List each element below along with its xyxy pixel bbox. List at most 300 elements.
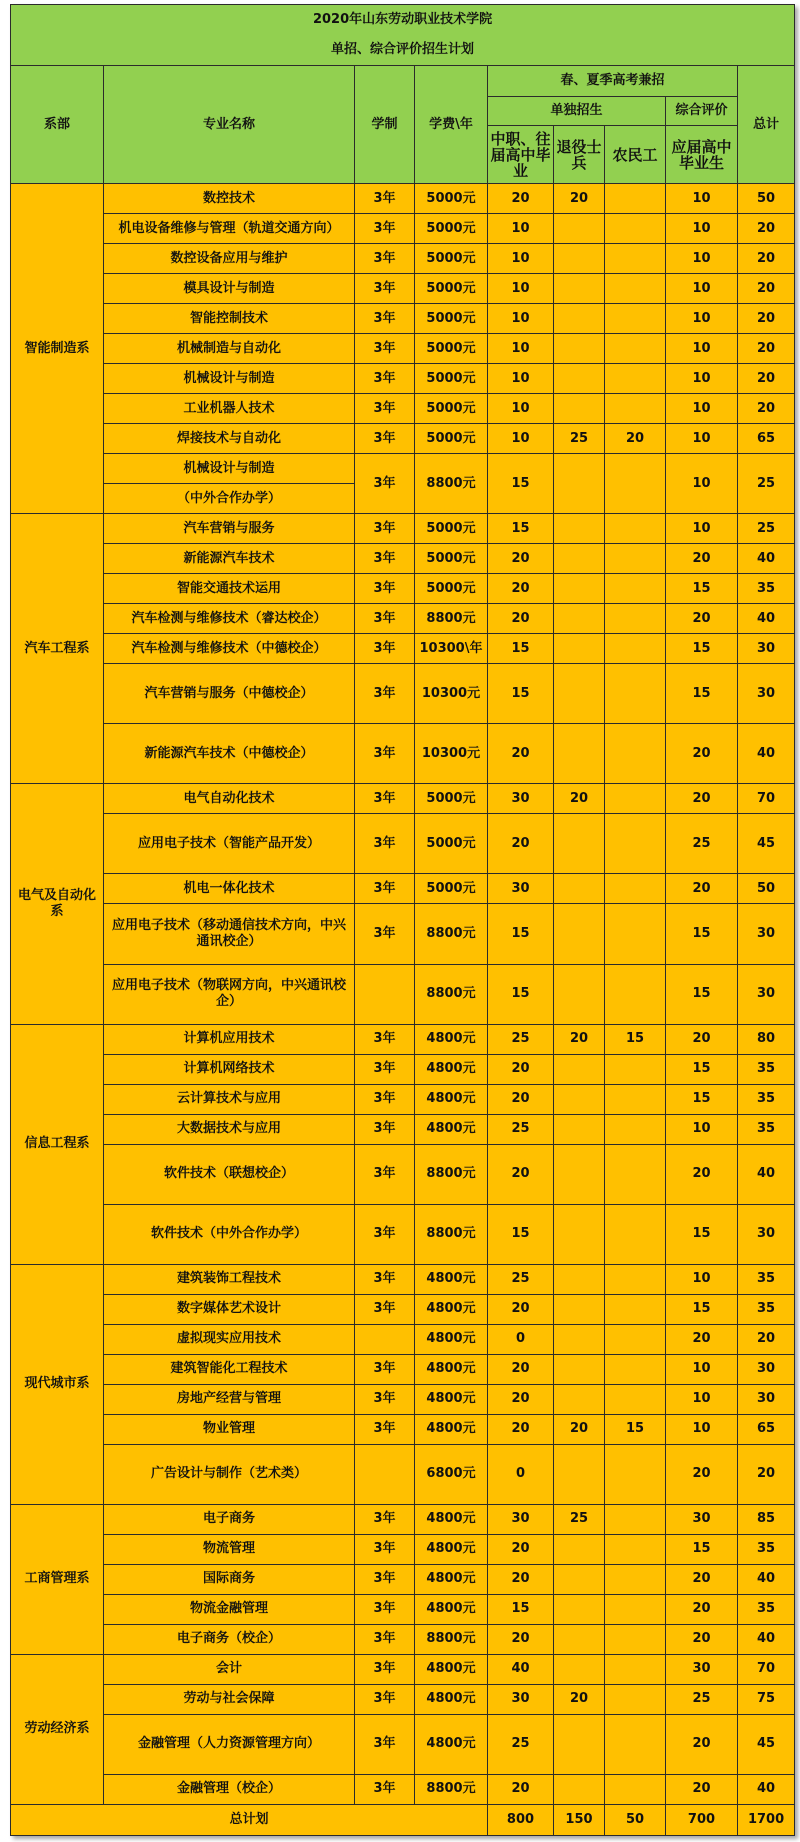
quota-vocational: 25 (488, 1714, 554, 1774)
major-name: 云计算技术与应用 (104, 1084, 355, 1114)
major-name: 大数据技术与应用 (104, 1114, 355, 1144)
quota-migrant (605, 574, 666, 604)
quota-total: 40 (738, 1564, 795, 1594)
quota-fresh-grad: 15 (666, 1204, 738, 1264)
quota-migrant (605, 634, 666, 664)
quota-veteran (554, 904, 605, 964)
quota-veteran (554, 1654, 605, 1684)
study-years: 3年 (355, 1774, 415, 1804)
major-name: 汽车营销与服务 (104, 514, 355, 544)
quota-total: 30 (738, 1384, 795, 1414)
quota-fresh-grad: 15 (666, 1294, 738, 1324)
quota-vocational: 25 (488, 1024, 554, 1054)
study-years: 3年 (355, 1414, 415, 1444)
quota-fresh-grad: 10 (666, 394, 738, 424)
quota-veteran (554, 1444, 605, 1504)
major-name: 劳动与社会保障 (104, 1684, 355, 1714)
quota-total: 70 (738, 784, 795, 814)
major-name: 广告设计与制作（艺术类） (104, 1444, 355, 1504)
study-years: 3年 (355, 454, 415, 514)
table-row (11, 184, 795, 214)
major-name: 国际商务 (104, 1564, 355, 1594)
quota-fresh-grad: 10 (666, 1414, 738, 1444)
quota-vocational: 15 (488, 454, 554, 514)
table-row (11, 664, 795, 724)
major-name: 汽车检测与维修技术（中德校企） (104, 634, 355, 664)
quota-veteran (554, 1324, 605, 1354)
major-name: 计算机网络技术 (104, 1054, 355, 1084)
major-name: 会计 (104, 1654, 355, 1684)
table-row (11, 1204, 795, 1264)
quota-vocational: 0 (488, 1324, 554, 1354)
quota-veteran (554, 1624, 605, 1654)
major-name: 电子商务 (104, 1504, 355, 1534)
tuition-fee: 8800元 (415, 454, 488, 514)
quota-fresh-grad: 20 (666, 1444, 738, 1504)
quota-migrant (605, 1294, 666, 1324)
quota-total: 40 (738, 604, 795, 634)
quota-vocational: 15 (488, 964, 554, 1024)
quota-vocational: 30 (488, 874, 554, 904)
quota-vocational: 10 (488, 244, 554, 274)
tuition-fee: 4800元 (415, 1264, 488, 1294)
quota-migrant (605, 184, 666, 214)
quota-total: 35 (738, 1114, 795, 1144)
tuition-fee: 4800元 (415, 1684, 488, 1714)
table-row (11, 1294, 795, 1324)
quota-vocational: 20 (488, 574, 554, 604)
quota-fresh-grad: 20 (666, 544, 738, 574)
quota-total: 75 (738, 1684, 795, 1714)
study-years: 3年 (355, 1624, 415, 1654)
study-years: 3年 (355, 784, 415, 814)
quota-total: 20 (738, 1324, 795, 1354)
study-years: 3年 (355, 184, 415, 214)
quota-migrant (605, 1354, 666, 1384)
quota-migrant (605, 1444, 666, 1504)
quota-migrant (605, 334, 666, 364)
major-name: 应用电子技术（移动通信技术方向，中兴通讯校企） (104, 904, 355, 964)
quota-migrant (605, 1264, 666, 1294)
major-name: 电气自动化技术 (104, 784, 355, 814)
quota-vocational: 15 (488, 664, 554, 724)
tuition-fee: 5000元 (415, 364, 488, 394)
quota-migrant (605, 454, 666, 514)
major-name: 智能控制技术 (104, 304, 355, 334)
quota-migrant: 15 (605, 1414, 666, 1444)
major-name: 应用电子技术（智能产品开发） (104, 814, 355, 874)
quota-veteran (554, 964, 605, 1024)
major-name: 虚拟现实应用技术 (104, 1324, 355, 1354)
quota-vocational: 20 (488, 1294, 554, 1324)
tuition-fee: 10300元 (415, 724, 488, 784)
quota-migrant: 15 (605, 1024, 666, 1054)
quota-total: 30 (738, 964, 795, 1024)
study-years: 3年 (355, 394, 415, 424)
major-name: 工业机器人技术 (104, 394, 355, 424)
study-years: 3年 (355, 1054, 415, 1084)
study-years (355, 1324, 415, 1354)
table-row (11, 394, 795, 424)
quota-fresh-grad: 30 (666, 1654, 738, 1684)
tuition-fee: 8800元 (415, 964, 488, 1024)
major-name: 物流管理 (104, 1534, 355, 1564)
study-years: 3年 (355, 904, 415, 964)
quota-veteran (554, 214, 605, 244)
table-row (11, 1594, 795, 1624)
quota-veteran (554, 304, 605, 334)
quota-veteran (554, 724, 605, 784)
total-fresh-grad: 700 (666, 1804, 738, 1835)
quota-migrant (605, 274, 666, 304)
quota-veteran (554, 514, 605, 544)
study-years: 3年 (355, 574, 415, 604)
quota-vocational: 30 (488, 1504, 554, 1534)
quota-veteran: 25 (554, 1504, 605, 1534)
study-years: 3年 (355, 1564, 415, 1594)
quota-total: 35 (738, 1084, 795, 1114)
quota-veteran (554, 334, 605, 364)
table-row (11, 1444, 795, 1504)
table-row (11, 214, 795, 244)
quota-total: 50 (738, 184, 795, 214)
quota-vocational: 10 (488, 364, 554, 394)
quota-fresh-grad: 15 (666, 1084, 738, 1114)
quota-total: 40 (738, 544, 795, 574)
quota-total: 40 (738, 1144, 795, 1204)
major-name: 金融管理（人力资源管理方向） (104, 1714, 355, 1774)
tuition-fee: 4800元 (415, 1654, 488, 1684)
quota-fresh-grad: 20 (666, 1564, 738, 1594)
quota-fresh-grad: 20 (666, 604, 738, 634)
quota-migrant (605, 304, 666, 334)
study-years: 3年 (355, 1384, 415, 1414)
quota-fresh-grad: 25 (666, 814, 738, 874)
study-years: 3年 (355, 1534, 415, 1564)
quota-migrant (605, 214, 666, 244)
tuition-fee: 5000元 (415, 544, 488, 574)
quota-total: 20 (738, 394, 795, 424)
quota-vocational: 20 (488, 724, 554, 784)
quota-total: 40 (738, 1624, 795, 1654)
tuition-fee: 5000元 (415, 574, 488, 604)
quota-migrant (605, 784, 666, 814)
table-row (11, 274, 795, 304)
quota-vocational: 25 (488, 1114, 554, 1144)
study-years: 3年 (355, 874, 415, 904)
tuition-fee: 8800元 (415, 904, 488, 964)
quota-veteran (554, 1354, 605, 1384)
quota-fresh-grad: 20 (666, 1144, 738, 1204)
study-years: 3年 (355, 1294, 415, 1324)
tuition-fee: 4800元 (415, 1384, 488, 1414)
major-name: 机械制造与自动化 (104, 334, 355, 364)
tuition-fee: 4800元 (415, 1594, 488, 1624)
major-name: 建筑装饰工程技术 (104, 1264, 355, 1294)
total-row (11, 1804, 795, 1835)
quota-vocational: 20 (488, 1414, 554, 1444)
table-row (11, 724, 795, 784)
header-vocational: 中职、往届高中毕业 (488, 126, 554, 184)
quota-vocational: 20 (488, 184, 554, 214)
quota-fresh-grad: 10 (666, 214, 738, 244)
table-row (11, 784, 795, 814)
quota-total: 20 (738, 1444, 795, 1504)
major-name: 软件技术（联想校企） (104, 1144, 355, 1204)
quota-total: 20 (738, 244, 795, 274)
tuition-fee: 4800元 (415, 1414, 488, 1444)
quota-fresh-grad: 10 (666, 334, 738, 364)
table-row (11, 1084, 795, 1114)
major-name: 物流金融管理 (104, 1594, 355, 1624)
quota-total: 25 (738, 514, 795, 544)
quota-veteran: 20 (554, 784, 605, 814)
major-name: 机电设备维修与管理（轨道交通方向） (104, 214, 355, 244)
quota-migrant: 20 (605, 424, 666, 454)
quota-total: 20 (738, 274, 795, 304)
quota-veteran: 20 (554, 1414, 605, 1444)
quota-fresh-grad: 20 (666, 1324, 738, 1354)
quota-vocational: 20 (488, 1384, 554, 1414)
quota-veteran (554, 274, 605, 304)
study-years (355, 964, 415, 1024)
quota-veteran: 20 (554, 1024, 605, 1054)
quota-migrant (605, 664, 666, 724)
major-name: 金融管理（校企） (104, 1774, 355, 1804)
quota-vocational: 10 (488, 214, 554, 244)
quota-migrant (605, 1774, 666, 1804)
study-years: 3年 (355, 1504, 415, 1534)
quota-veteran (554, 1714, 605, 1774)
dept-name: 信息工程系 (11, 1024, 104, 1264)
study-years: 3年 (355, 1594, 415, 1624)
study-years: 3年 (355, 1024, 415, 1054)
study-years: 3年 (355, 1684, 415, 1714)
tuition-fee: 5000元 (415, 274, 488, 304)
quota-migrant (605, 394, 666, 424)
quota-total: 30 (738, 664, 795, 724)
quota-vocational: 20 (488, 814, 554, 874)
quota-vocational: 20 (488, 1354, 554, 1384)
quota-migrant (605, 1114, 666, 1144)
table-row (11, 1774, 795, 1804)
table-row (11, 1324, 795, 1354)
table-row (11, 1654, 795, 1684)
header-fee: 学费\年 (415, 66, 488, 184)
table-row (11, 544, 795, 574)
dept-name: 智能制造系 (11, 184, 104, 514)
major-name: 模具设计与制造 (104, 274, 355, 304)
quota-vocational: 20 (488, 1564, 554, 1594)
dept-name: 工商管理系 (11, 1504, 104, 1654)
table-row (11, 1114, 795, 1144)
header-fresh-grad: 应届高中毕业生 (666, 126, 738, 184)
quota-migrant (605, 724, 666, 784)
tuition-fee: 4800元 (415, 1294, 488, 1324)
table-row (11, 874, 795, 904)
study-years: 3年 (355, 724, 415, 784)
table-row (11, 364, 795, 394)
study-years: 3年 (355, 1654, 415, 1684)
quota-total: 50 (738, 874, 795, 904)
table-row (11, 1384, 795, 1414)
table-row (11, 604, 795, 634)
quota-total: 35 (738, 1264, 795, 1294)
quota-veteran (554, 1294, 605, 1324)
table-title-line2: 单招、综合评价招生计划 (11, 35, 795, 66)
quota-fresh-grad: 15 (666, 964, 738, 1024)
quota-veteran (554, 574, 605, 604)
table-row (11, 1264, 795, 1294)
quota-vocational: 10 (488, 274, 554, 304)
enrollment-plan-table (10, 4, 795, 1836)
tuition-fee: 4800元 (415, 1084, 488, 1114)
quota-total: 45 (738, 814, 795, 874)
quota-vocational: 40 (488, 1654, 554, 1684)
quota-veteran (554, 1264, 605, 1294)
table-row (11, 514, 795, 544)
dept-name: 电气及自动化系 (11, 784, 104, 1024)
study-years: 3年 (355, 1114, 415, 1144)
quota-vocational: 20 (488, 1054, 554, 1084)
quota-fresh-grad: 10 (666, 274, 738, 304)
total-migrant: 50 (605, 1804, 666, 1835)
header-major: 专业名称 (104, 66, 355, 184)
quota-fresh-grad: 20 (666, 1774, 738, 1804)
quota-veteran (554, 364, 605, 394)
table-row (11, 1354, 795, 1384)
quota-total: 80 (738, 1024, 795, 1054)
quota-migrant (605, 874, 666, 904)
quota-vocational: 15 (488, 1594, 554, 1624)
quota-total: 35 (738, 574, 795, 604)
quota-total: 20 (738, 214, 795, 244)
table-row (11, 1144, 795, 1204)
quota-vocational: 25 (488, 1264, 554, 1294)
quota-fresh-grad: 10 (666, 304, 738, 334)
study-years: 3年 (355, 274, 415, 304)
quota-vocational: 20 (488, 544, 554, 574)
quota-fresh-grad: 10 (666, 184, 738, 214)
study-years: 3年 (355, 364, 415, 394)
study-years: 3年 (355, 1714, 415, 1774)
tuition-fee: 5000元 (415, 874, 488, 904)
quota-migrant (605, 1684, 666, 1714)
quota-total: 85 (738, 1504, 795, 1534)
study-years: 3年 (355, 604, 415, 634)
quota-migrant (605, 904, 666, 964)
tuition-fee: 5000元 (415, 514, 488, 544)
major-name: 房地产经营与管理 (104, 1384, 355, 1414)
table-row (11, 424, 795, 454)
quota-fresh-grad: 20 (666, 1594, 738, 1624)
study-years: 3年 (355, 1204, 415, 1264)
quota-fresh-grad: 20 (666, 874, 738, 904)
tuition-fee: 5000元 (415, 424, 488, 454)
quota-fresh-grad: 20 (666, 1024, 738, 1054)
table-row (11, 1714, 795, 1774)
major-name-suffix: （中外合作办学） (104, 484, 355, 514)
quota-migrant (605, 1144, 666, 1204)
total-vocational: 800 (488, 1804, 554, 1835)
dept-name: 汽车工程系 (11, 514, 104, 784)
table-row (11, 1624, 795, 1654)
quota-vocational: 15 (488, 514, 554, 544)
table-row (11, 574, 795, 604)
quota-vocational: 15 (488, 634, 554, 664)
quota-fresh-grad: 10 (666, 514, 738, 544)
quota-veteran (554, 1594, 605, 1624)
quota-veteran (554, 1204, 605, 1264)
major-name: 新能源汽车技术 (104, 544, 355, 574)
tuition-fee: 5000元 (415, 304, 488, 334)
study-years (355, 1444, 415, 1504)
quota-total: 65 (738, 1414, 795, 1444)
quota-veteran (554, 544, 605, 574)
table-row (11, 1534, 795, 1564)
table-row (11, 244, 795, 274)
quota-migrant (605, 1084, 666, 1114)
quota-total: 45 (738, 1714, 795, 1774)
study-years: 3年 (355, 814, 415, 874)
header-spring-summer: 春、夏季高考兼招 (488, 66, 738, 97)
tuition-fee: 4800元 (415, 1534, 488, 1564)
quota-vocational: 10 (488, 424, 554, 454)
quota-vocational: 30 (488, 784, 554, 814)
quota-total: 35 (738, 1594, 795, 1624)
quota-vocational: 20 (488, 1534, 554, 1564)
major-name: 机电一体化技术 (104, 874, 355, 904)
quota-veteran: 20 (554, 1684, 605, 1714)
quota-migrant (605, 244, 666, 274)
header-years: 学制 (355, 66, 415, 184)
quota-migrant (605, 814, 666, 874)
quota-veteran (554, 1384, 605, 1414)
quota-vocational: 30 (488, 1684, 554, 1714)
quota-veteran (554, 664, 605, 724)
quota-migrant (605, 604, 666, 634)
header-migrant: 农民工 (605, 126, 666, 184)
quota-migrant (605, 1594, 666, 1624)
quota-veteran: 25 (554, 424, 605, 454)
quota-fresh-grad: 30 (666, 1504, 738, 1534)
table-row (11, 1024, 795, 1054)
study-years: 3年 (355, 214, 415, 244)
quota-veteran: 20 (554, 184, 605, 214)
tuition-fee: 5000元 (415, 214, 488, 244)
quota-fresh-grad: 10 (666, 1384, 738, 1414)
header-total: 总计 (738, 66, 795, 184)
major-name: 机械设计与制造 (104, 454, 355, 484)
quota-migrant (605, 1324, 666, 1354)
quota-veteran (554, 244, 605, 274)
quota-total: 40 (738, 724, 795, 784)
major-name: 焊接技术与自动化 (104, 424, 355, 454)
quota-vocational: 15 (488, 1204, 554, 1264)
table-title-line1: 2020年山东劳动职业技术学院 (11, 5, 795, 35)
quota-vocational: 20 (488, 1774, 554, 1804)
quota-vocational: 20 (488, 604, 554, 634)
quota-vocational: 15 (488, 904, 554, 964)
quota-total: 65 (738, 424, 795, 454)
quota-migrant (605, 1054, 666, 1084)
major-name: 电子商务（校企） (104, 1624, 355, 1654)
quota-fresh-grad: 20 (666, 784, 738, 814)
quota-fresh-grad: 10 (666, 1264, 738, 1294)
tuition-fee: 4800元 (415, 1564, 488, 1594)
major-name: 应用电子技术（物联网方向，中兴通讯校企） (104, 964, 355, 1024)
study-years: 3年 (355, 1354, 415, 1384)
